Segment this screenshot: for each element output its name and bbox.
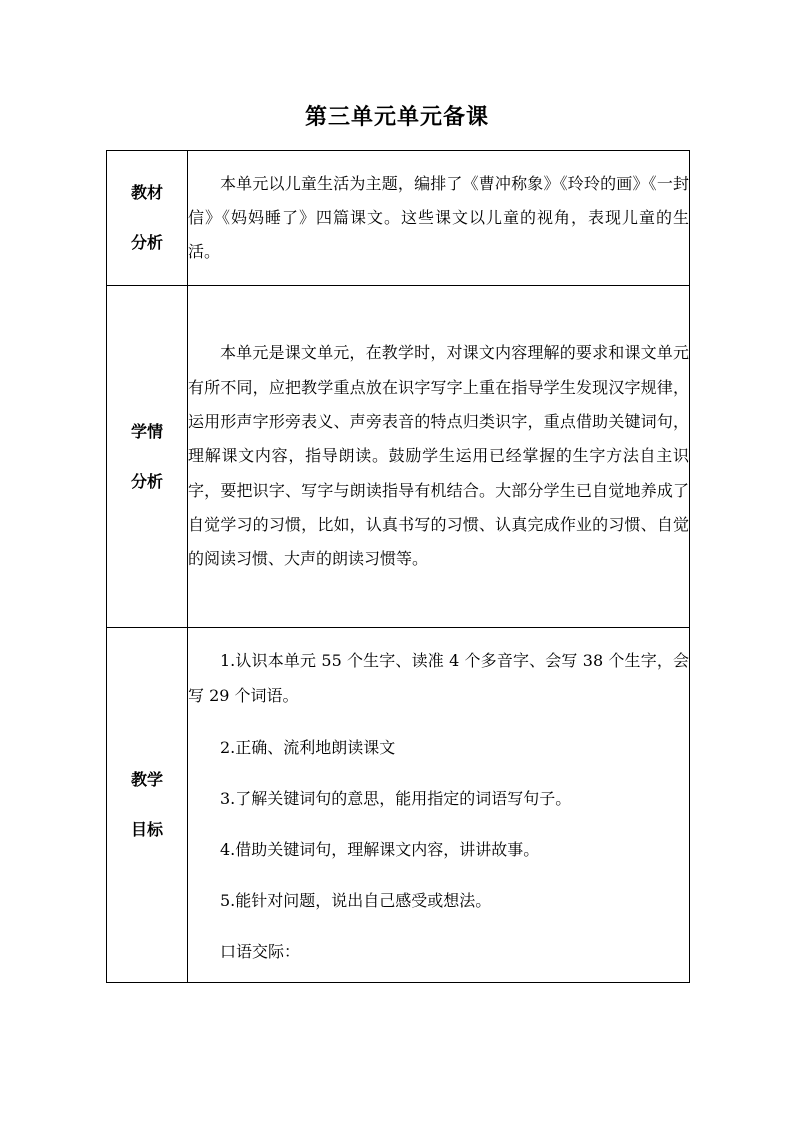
table-row: [107, 628, 690, 983]
section-content: [188, 286, 690, 628]
student-analysis-text: 本单元是课文单元，在教学时，对课文内容理解的要求和课文单元有所不同，应把教学重点放在识字写字上重在指导学生发现汉字规律，运用形声字形旁表义、声旁表音的特点归类识字，重点借助关键词句，理解课文内容，指导朗读。鼓励学生运用已经掌握的生字方法自主识字，要把识字、写字与朗读指导有机结合。大部分学生已自觉地养成了自觉学习的习惯，比如，认真书写的习惯、认真完成作业的习惯、自觉的阅读习惯、大声的朗读习惯等。: [188, 343, 689, 569]
lesson-plan-table: [106, 150, 690, 983]
section-label-line: 学情: [130, 421, 163, 441]
section-label: [107, 286, 188, 628]
section-label-line: 目标: [130, 820, 163, 839]
section-label: [107, 151, 188, 286]
textbook-analysis-text: 本单元以儿童生活为主题，编排了《曹冲称象》《玲玲的画》《一封信》《妈妈睡了》四篇课文。这些课文以儿童的视角，表现儿童的生活。: [188, 173, 689, 262]
goal-item: 口语交际：: [220, 941, 301, 961]
section-label-line: 教材: [130, 183, 163, 202]
goal-item: 5.能针对问题，说出自己感受或想法。: [220, 890, 492, 910]
goal-item: 3.了解关键词句的意思，能用指定的词语写句子。: [220, 788, 572, 808]
section-label-line: 教学: [130, 770, 163, 789]
page-title: 第三单元单元备课: [304, 105, 489, 130]
section-label: [107, 628, 188, 983]
goal-item: 2.正确、流利地朗读课文: [220, 737, 396, 757]
goal-item: 4.借助关键词句，理解课文内容，讲讲故事。: [220, 839, 540, 859]
section-label-line: 分析: [130, 471, 163, 491]
section-content: [188, 151, 690, 286]
section-content: [188, 628, 690, 983]
table-row: [107, 151, 690, 286]
goal-item: 1.认识本单元 55 个生字、读准 4 个多音字、会写 38 个生字，会写 29 个词语。: [188, 650, 689, 705]
table-row: [107, 286, 690, 628]
section-label-line: 分析: [130, 233, 163, 252]
